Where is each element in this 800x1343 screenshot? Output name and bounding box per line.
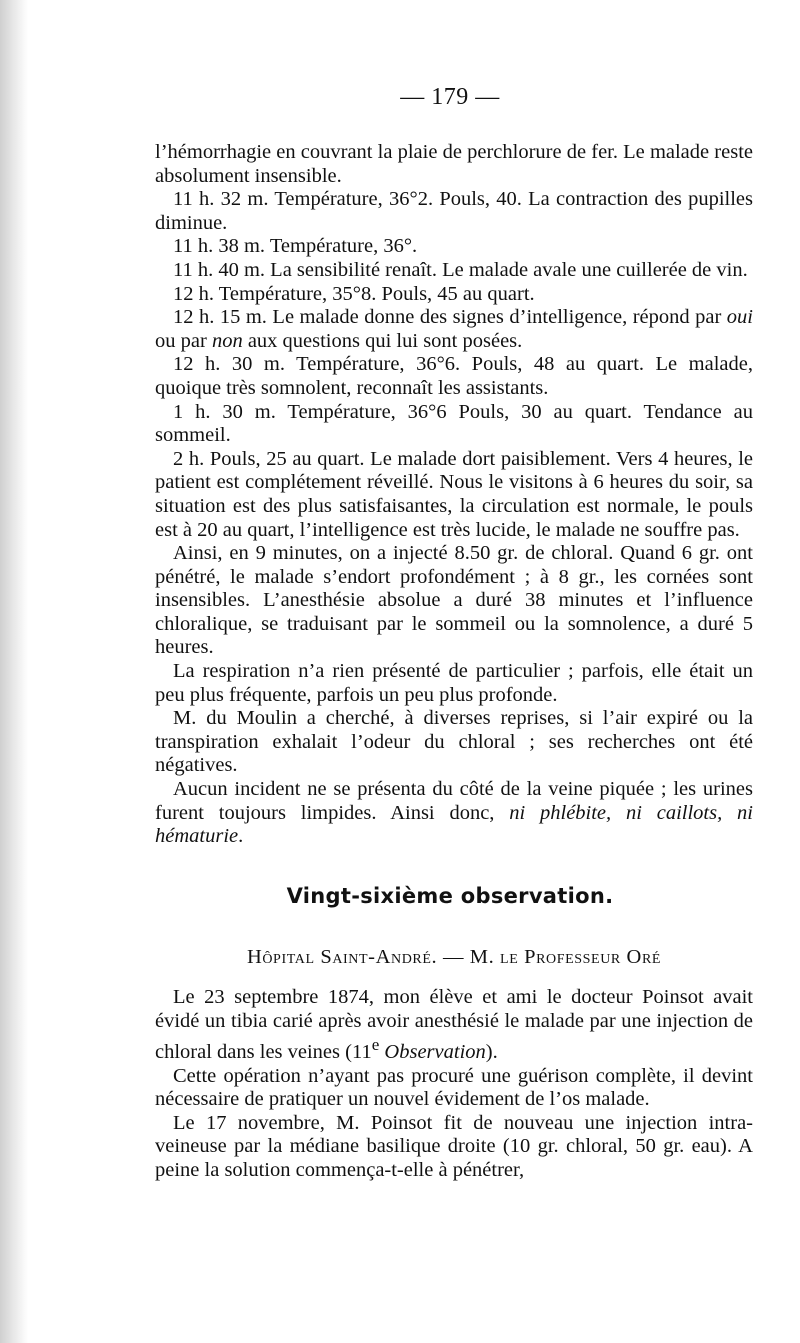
text-run: Le 23 septembre 1874, mon élève et ami le docteur Poinsot avait évidé un tibia carié après avoir anesthésié le malade par une injection de chloral dans les veines (11	[155, 986, 753, 1064]
paragraph: 11 h. 38 m. Température, 36°.	[173, 235, 418, 258]
page-number: — 179 —	[400, 84, 500, 110]
paragraph-incident	[155, 778, 753, 849]
section-subheading: Hôpital Saint-André. — M. le Professeur Oré	[246, 946, 662, 968]
paragraph-intelligence	[155, 306, 753, 353]
paragraph: La respiration n’a rien présenté de particulier ; parfois, elle était un peu plus fréquente, parfois un peu plus profonde.	[155, 660, 753, 706]
paragraph: l’hémorrhagie en couvrant la plaie de perchlorure de fer. Le malade reste absolument insensible.	[155, 141, 753, 187]
text-run: .	[238, 825, 244, 848]
text-run: ).	[485, 1041, 498, 1064]
paragraph: 12 h. Température, 35°8. Pouls, 45 au quart.	[173, 282, 535, 305]
paragraph: Ainsi, en 9 minutes, on a injecté 8.50 gr. de chloral. Quand 6 gr. ont pénétré, le malade s’endort profondément ; à 8 gr., les cornées sont insensibles. L’anesthésie absolue a duré 38 minutes et l’influence chloralique, se traduisant par le sommeil ou la somnolence, a duré 5 heures.	[155, 542, 753, 659]
paragraph: 11 h. 32 m. Température, 36°2. Pouls, 40. La contraction des pupilles diminue.	[155, 188, 753, 234]
second-text-block	[155, 986, 753, 1183]
page-gutter-shadow	[0, 0, 28, 1343]
main-text-block	[155, 141, 753, 849]
italic-word-non: non	[211, 329, 243, 352]
paragraph: 2 h. Pouls, 25 au quart. Le malade dort paisiblement. Vers 4 heures, le patient est complétement réveillé. Nous le visitons à 6 heures du soir, sa situation est des plus satisfaisantes, la circulation est normale, le pouls est à 20 au quart, l’intelligence est très lucide, le malade ne souffre pas.	[155, 447, 753, 541]
paragraph: Cette opération n’ayant pas procuré une guérison complète, il devint nécessaire de pratiquer un nouvel évidement de l’os malade.	[155, 1064, 753, 1111]
text-run: 12 h. 15 m. Le malade donne des signes d’intelligence, répond par	[173, 306, 727, 329]
paragraph-september	[155, 986, 753, 1065]
paragraph: Le 17 novembre, M. Poinsot fit de nouveau une injection intra-veineuse par la médiane basilique droite (10 gr. chloral, 50 gr. eau). A peine la solution commença-t-elle à pénétrer,	[155, 1111, 753, 1181]
italic-word-oui: oui	[726, 306, 753, 329]
text-run: ou par	[155, 329, 212, 352]
section-heading: Vingt-sixième observation.	[286, 884, 614, 908]
italic-observation: Observation	[379, 1041, 486, 1064]
text-run: Aucun incident ne se présenta du côté de la veine piquée ; les urines furent toujours limpides. Ainsi donc,	[155, 778, 753, 824]
paragraph: 12 h. 30 m. Température, 36°6. Pouls, 48 au quart. Le malade, quoique très somnolent, reconnaît les assistants.	[155, 353, 753, 399]
paragraph: M. du Moulin a cherché, à diverses reprises, si l’air expiré ou la transpiration exhalait l’odeur du chloral ; ses recherches ont été négatives.	[155, 707, 753, 777]
italic-phrase: ni phlébite, ni caillots, ni hématurie	[155, 801, 753, 848]
paragraph: 1 h. 30 m. Température, 36°6 Pouls, 30 au quart. Tendance au sommeil.	[155, 400, 753, 447]
paragraph: 11 h. 40 m. La sensibilité renaît. Le malade avale une cuillerée de vin.	[173, 258, 748, 281]
text-run: aux questions qui lui sont posées.	[242, 329, 523, 352]
superscript: e	[371, 1035, 380, 1055]
